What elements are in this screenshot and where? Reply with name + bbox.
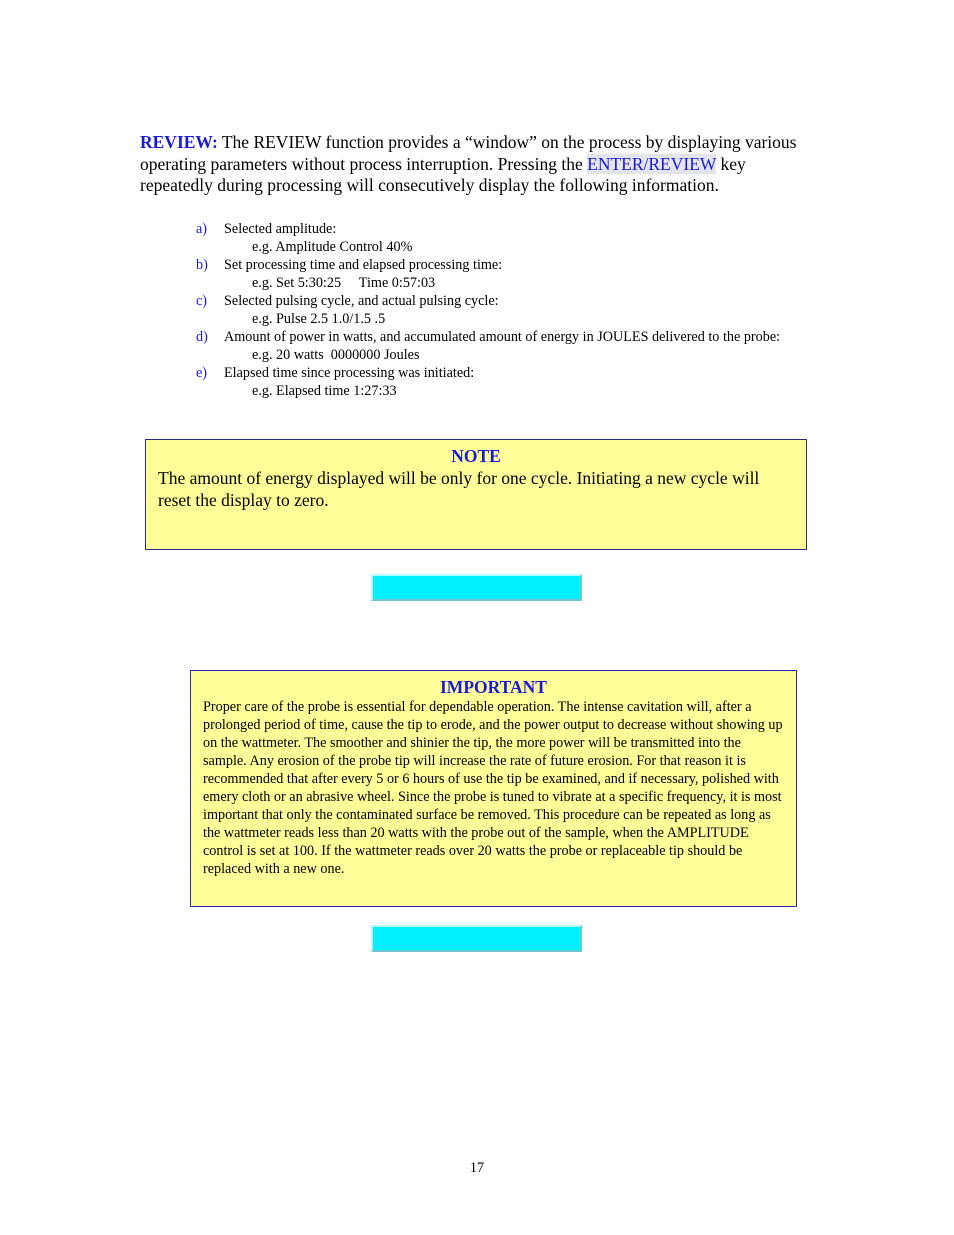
list-marker: e) — [196, 365, 208, 381]
enter-review-key-link[interactable]: ENTER/REVIEW — [587, 153, 717, 174]
page-number: 17 — [469, 1160, 485, 1176]
list-item-text: Elapsed time since processing was initiated: — [224, 365, 475, 381]
important-box — [190, 670, 797, 907]
note-body: The amount of energy displayed will be only for one cycle. Initiating a new cycle will reset the display to zero. — [158, 468, 760, 510]
list-item-text: Selected amplitude: — [224, 221, 337, 237]
important-body: Proper care of the probe is essential for dependable operation. The intense cavitation will, after a prolonged period of time, cause the tip to erode, and the power output to decrease without showing up on the wattmeter. The smoother and shinier the tip, the more power will be transmitted into the sample. Any erosion of the probe tip will increase the rate of future erosion. For that reason it is recommended that after every 5 or 6 hours of use the tip be examined, and if necessary, polished with emery cloth or an abrasive wheel. Since the probe is tuned to vibrate at a specific frequency, it is most important that only the contaminated surface be removed. This procedure can be repeated as long as the wattmeter reads less than 20 watts with the probe out of the sample, when the AMPLITUDE control is set at 100. If the wattmeter reads over 20 watts the probe or replaceable tip should be replaced with a new one. — [203, 699, 783, 877]
list-item-example: e.g. Amplitude Control 40% — [252, 239, 413, 255]
list-marker: c) — [196, 293, 208, 309]
review-info-list — [196, 220, 806, 400]
important-title: IMPORTANT — [440, 677, 547, 697]
note-box — [145, 439, 807, 550]
list-marker: b) — [196, 257, 208, 273]
list-item-example: e.g. Pulse 2.5 1.0/1.5 .5 — [252, 311, 386, 327]
note-title: NOTE — [451, 446, 501, 466]
list-item — [196, 220, 806, 238]
list-item-example: e.g. Set 5:30:25 Time 0:57:03 — [252, 275, 436, 291]
list-item-text: Selected pulsing cycle, and actual pulsing cycle: — [224, 293, 499, 309]
list-item — [196, 292, 806, 310]
review-paragraph — [140, 132, 820, 197]
list-item-text: Set processing time and elapsed processing time: — [224, 257, 503, 273]
list-marker: a) — [196, 221, 208, 237]
review-text-part2: key repeatedly during processing will consecutively display the following information. — [140, 153, 746, 196]
review-text-part1: The REVIEW function provides a “window” on the process by displaying various operating parameters without process interruption. Pressing the — [140, 132, 797, 174]
section-divider-button[interactable] — [371, 925, 582, 952]
review-label: REVIEW: — [140, 132, 218, 152]
list-item-example: e.g. Elapsed time 1:27:33 — [252, 383, 397, 399]
list-item — [196, 328, 806, 346]
list-item-example: e.g. 20 watts 0000000 Joules — [252, 347, 420, 363]
section-divider-button[interactable] — [371, 574, 582, 601]
list-item-text: Amount of power in watts, and accumulated amount of energy in JOULES delivered to the probe: — [224, 329, 781, 345]
list-marker: d) — [196, 329, 208, 345]
list-item — [196, 256, 806, 274]
list-item — [196, 364, 806, 382]
